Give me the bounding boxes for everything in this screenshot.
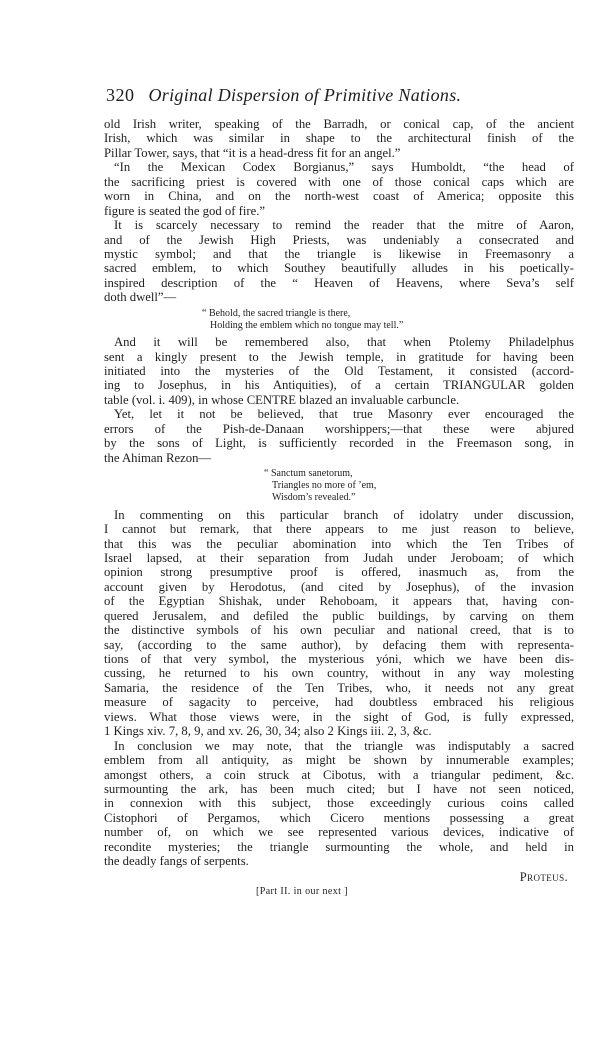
text-line: amongst others, a coin struck at Cibotus, with a triangular pediment, &c. <box>104 767 574 782</box>
text-line: measure of sagacity to perceive, had doubtless embraced his religious <box>104 695 574 710</box>
text-line: sacred emblem, to which Southey beautifully alludes in his poetically- <box>104 261 574 276</box>
text-line: sent a kingly present to the Jewish temple, in gratitude for having been <box>104 349 574 364</box>
text-line: and of the Jewish High Priests, was undeniably a consecrated and <box>104 232 574 247</box>
text-line: In conclusion we may note, that the triangle was indisputably a sacred <box>114 738 574 753</box>
text-line: ing to Josephus, in his Antiquities), of a certain TRIANGULAR golden <box>104 378 574 393</box>
text-line: opinion strong presumptive proof is offered, inasmuch as, from the <box>104 565 574 580</box>
text-line: And it will be remembered also, that when Ptolemy Philadelphus <box>114 335 574 350</box>
text-line: mystic symbol; and that the triangle is likewise in Freemasonry a <box>104 246 574 261</box>
verse-line: Holding the emblem which no tongue may tell.” <box>210 319 404 331</box>
text-line: It is scarcely necessary to remind the reader that the mitre of Aaron, <box>114 218 574 233</box>
text-line: recondite mysteries; the triangle surmounting the whole, and held in <box>104 839 574 854</box>
text-line: “In the Mexican Codex Borgianus,” says Humboldt, “the head of <box>114 160 574 175</box>
text-line: Yet, let it not be believed, that true Masonry ever encouraged the <box>114 407 574 422</box>
author-signature: Proteus. <box>519 869 568 884</box>
text-line: that this was the peculiar abomination into which the Ten Tribes of <box>104 536 574 551</box>
text-line: surmounting the ark, has been much cited; but I have not seen noticed, <box>104 781 574 796</box>
page-body <box>104 117 574 899</box>
text-line: initiated into the mysteries of the Old Testament, it consisted (accord- <box>104 363 574 378</box>
text-line: say, (according to the same author), by defacing them with representa- <box>104 637 574 652</box>
text-line: Irish, which was similar in shape to the architectural finish of the <box>104 131 574 146</box>
text-line: Samaria, the residence of the Ten Tribes, who, it needs not any great <box>104 680 574 695</box>
text-line: number of, on which we see represented various devices, indicative of <box>104 825 574 840</box>
continuation-note: [Part II. in our next ] <box>256 885 348 897</box>
text-line: inspired description of the “ Heaven of Heavens, where Seva’s self <box>104 275 574 290</box>
text-line: in connexion with this subject, those exceedingly curious coins called <box>104 796 574 811</box>
text-line: the Ahiman Rezon— <box>104 450 212 465</box>
verse-line: Triangles no more of ’em, <box>272 480 377 492</box>
text-line: Pillar Tower, says, that “it is a head-dress fit for an angel.” <box>104 145 401 160</box>
text-line: quered Jerusalem, and defiled the public buildings, by carving on them <box>104 608 574 623</box>
text-line: of the Egyptian Shishak, under Rehoboam, it appears that, having con- <box>104 594 574 609</box>
text-line: account given by Herodotus, (and cited by Josephus), of the invasion <box>104 579 574 594</box>
verse-line: “ Behold, the sacred triangle is there, <box>202 307 351 319</box>
text-line: by the sons of Light, is sufficiently recorded in the Freemason song, in <box>104 436 574 451</box>
text-line: doth dwell”— <box>104 290 177 305</box>
text-line: old Irish writer, speaking of the Barradh, or conical cap, of the ancient <box>104 117 574 131</box>
text-line: Israel lapsed, at their separation from Judah under Jeroboam; of which <box>104 550 574 565</box>
text-line: tions of that very symbol, the mysterious yóni, which we have been dis- <box>104 652 574 667</box>
verse-line: “ Sanctum sanetorum, <box>264 468 353 480</box>
text-line: In commenting on this particular branch of idolatry under discussion, <box>114 507 574 522</box>
text-line: table (vol. i. 409), in whose CENTRE blazed an invaluable carbuncle. <box>104 392 460 407</box>
text-line: emblem from all antiquity, as might be shown by innumerable examples; <box>104 753 574 768</box>
text-line: cussing, he returned to his own country, without in any way molesting <box>104 666 574 681</box>
text-line: the sacrificing priest is covered with one of those conical caps which are <box>104 174 574 189</box>
text-line: Cistophori of Pergamos, which Cicero mentions possessing a great <box>104 810 574 825</box>
text-line: the deadly fangs of serpents. <box>104 854 249 869</box>
text-line: worn in China, and on the north-west coast of America; opposite this <box>104 189 574 204</box>
page-number: 320 <box>106 85 135 105</box>
text-line: figure is seated the god of fire.” <box>104 203 265 218</box>
page-header <box>106 84 576 106</box>
text-line: views. What those views were, in the sight of God, is fully expressed, <box>104 709 574 724</box>
verse-line: Wisdom’s revealed.” <box>272 492 356 504</box>
running-title: Original Dispersion of Primitive Nations. <box>148 85 462 105</box>
text-line: errors of the Pish-de-Danaan worshippers;—that these were abjured <box>104 421 574 436</box>
text-line: 1 Kings xiv. 7, 8, 9, and xv. 26, 30, 34; also 2 Kings iii. 2, 3, &c. <box>104 724 432 739</box>
text-line: I cannot but remark, that there appears to me just reason to believe, <box>104 522 574 537</box>
text-line: the distinctive symbols of his own peculiar and national creed, that is to <box>104 623 574 638</box>
